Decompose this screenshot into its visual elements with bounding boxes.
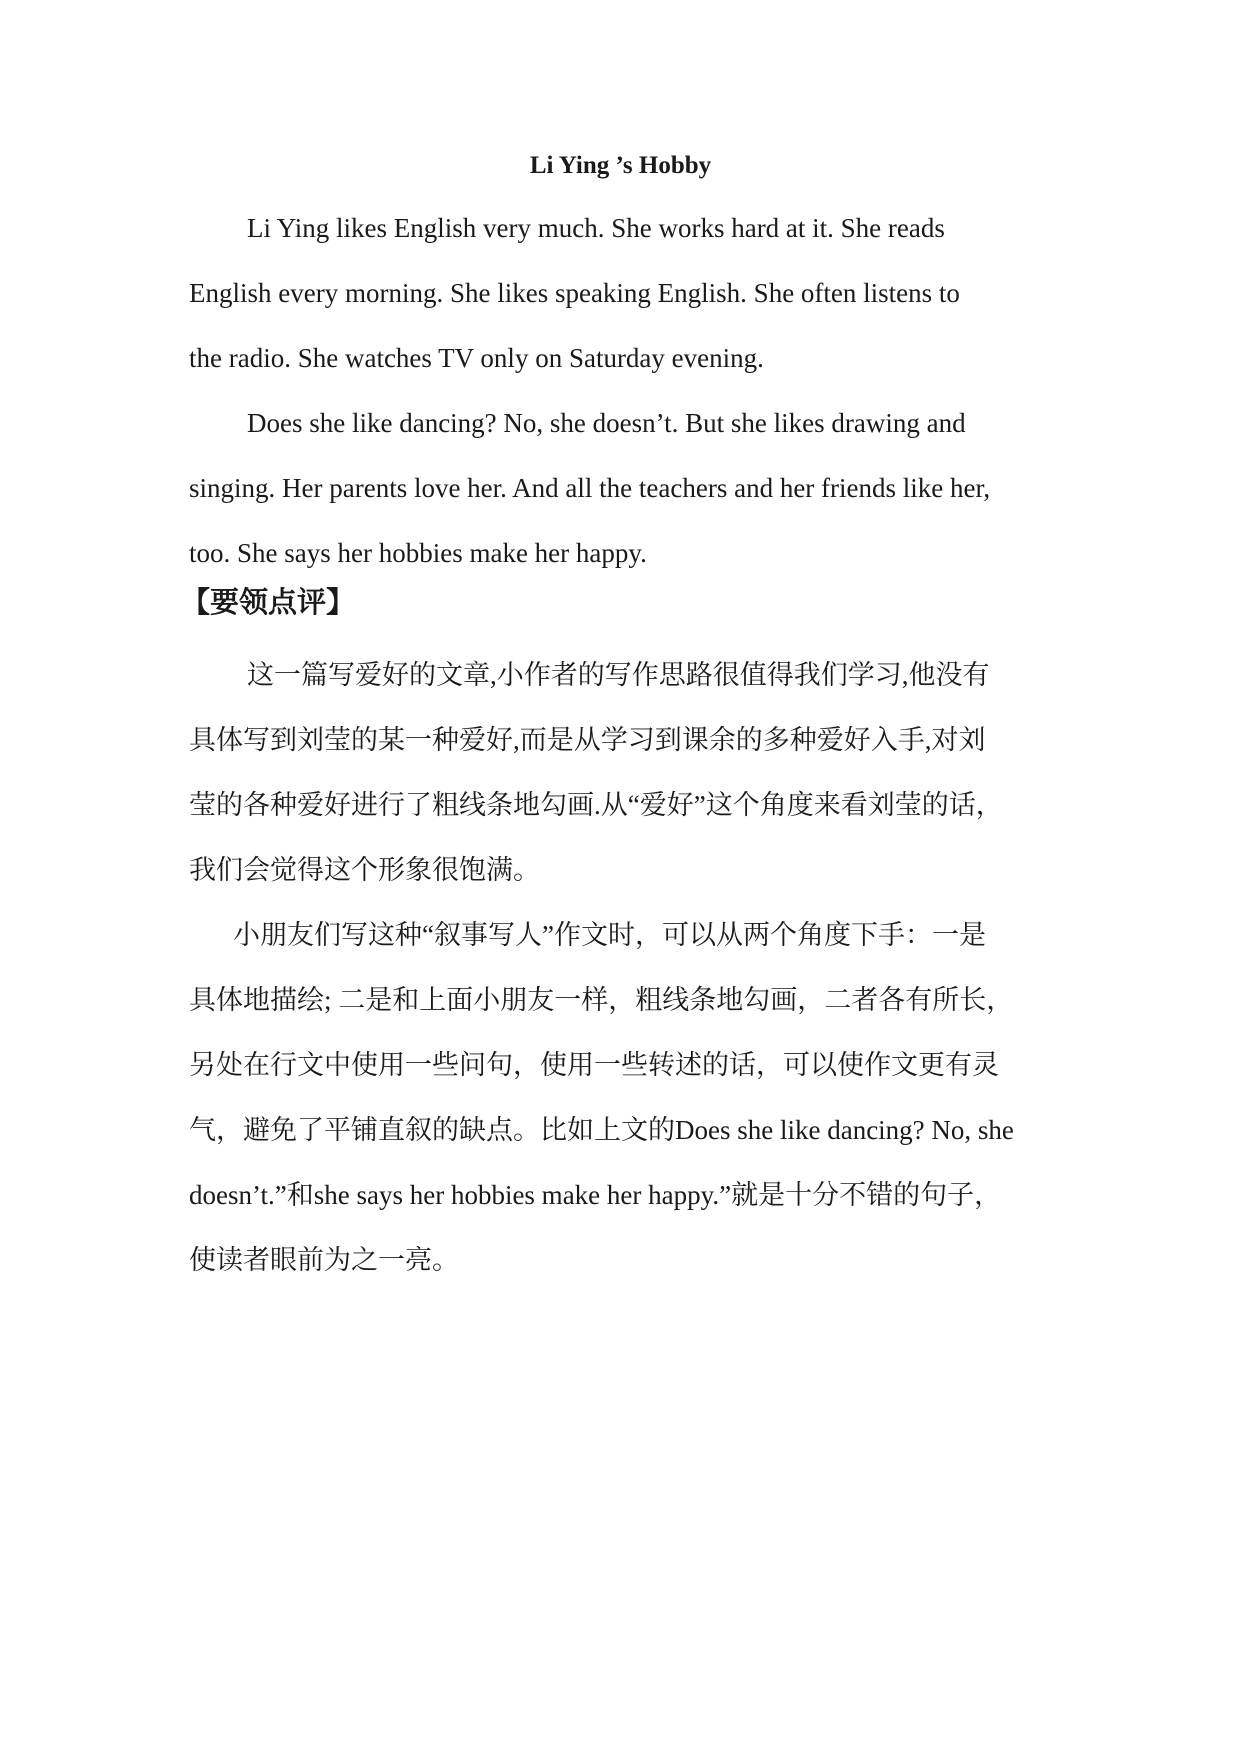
text-line: 具体地描绘; 二是和上面小朋友一样，粗线条地勾画，二者各有所长， (189, 985, 1014, 1015)
comment-paragraph-1 (189, 643, 1069, 903)
text-line: 莹的各种爱好进行了粗线条地勾画.从“爱好”这个角度来看刘莹的话， (189, 790, 1003, 820)
text-line: 我们会觉得这个形象很饱满。 (189, 855, 540, 885)
article-paragraph-1 (189, 196, 1069, 391)
article-paragraph-2 (189, 391, 1069, 586)
text-line: Li Ying likes English very much. She works hard at it. She reads (247, 213, 945, 243)
text-line: Does she like dancing? No, she doesn’t. But she likes drawing and (247, 408, 966, 438)
text-line: 小朋友们写这种“叙事写人”作文时，可以从两个角度下手：一是 (233, 920, 986, 950)
article-title: Li Ying ’s Hobby (529, 152, 712, 179)
comment-paragraph-2 (189, 903, 1069, 1293)
text-line: too. She says her hobbies make her happy. (189, 538, 647, 568)
text-line: the radio. She watches TV only on Saturday evening. (189, 343, 764, 373)
text-line: doesn’t.”和she says her hobbies make her happy.”就是十分不错的句子， (189, 1180, 1002, 1210)
text-line: 气，避免了平铺直叙的缺点。比如上文的Does she like dancing? No, she (189, 1115, 1014, 1145)
text-line: singing. Her parents love her. And all the teachers and her friends like her, (189, 473, 991, 503)
text-line: 具体写到刘莹的某一种爱好,而是从学习到课余的多种爱好入手,对刘 (189, 725, 986, 755)
text-line: 另处在行文中使用一些问句，使用一些转述的话，可以使作文更有灵 (189, 1050, 999, 1080)
text-line: English every morning. She likes speaking English. She often listens to (189, 278, 960, 308)
article-body (189, 196, 1069, 586)
text-line: 使读者眼前为之一亮。 (189, 1245, 459, 1275)
comment-heading: 【要领点评】 (181, 585, 356, 619)
comment-body (189, 643, 1069, 1293)
text-line: 这一篇写爱好的文章,小作者的写作思路很值得我们学习,他没有 (247, 660, 990, 690)
